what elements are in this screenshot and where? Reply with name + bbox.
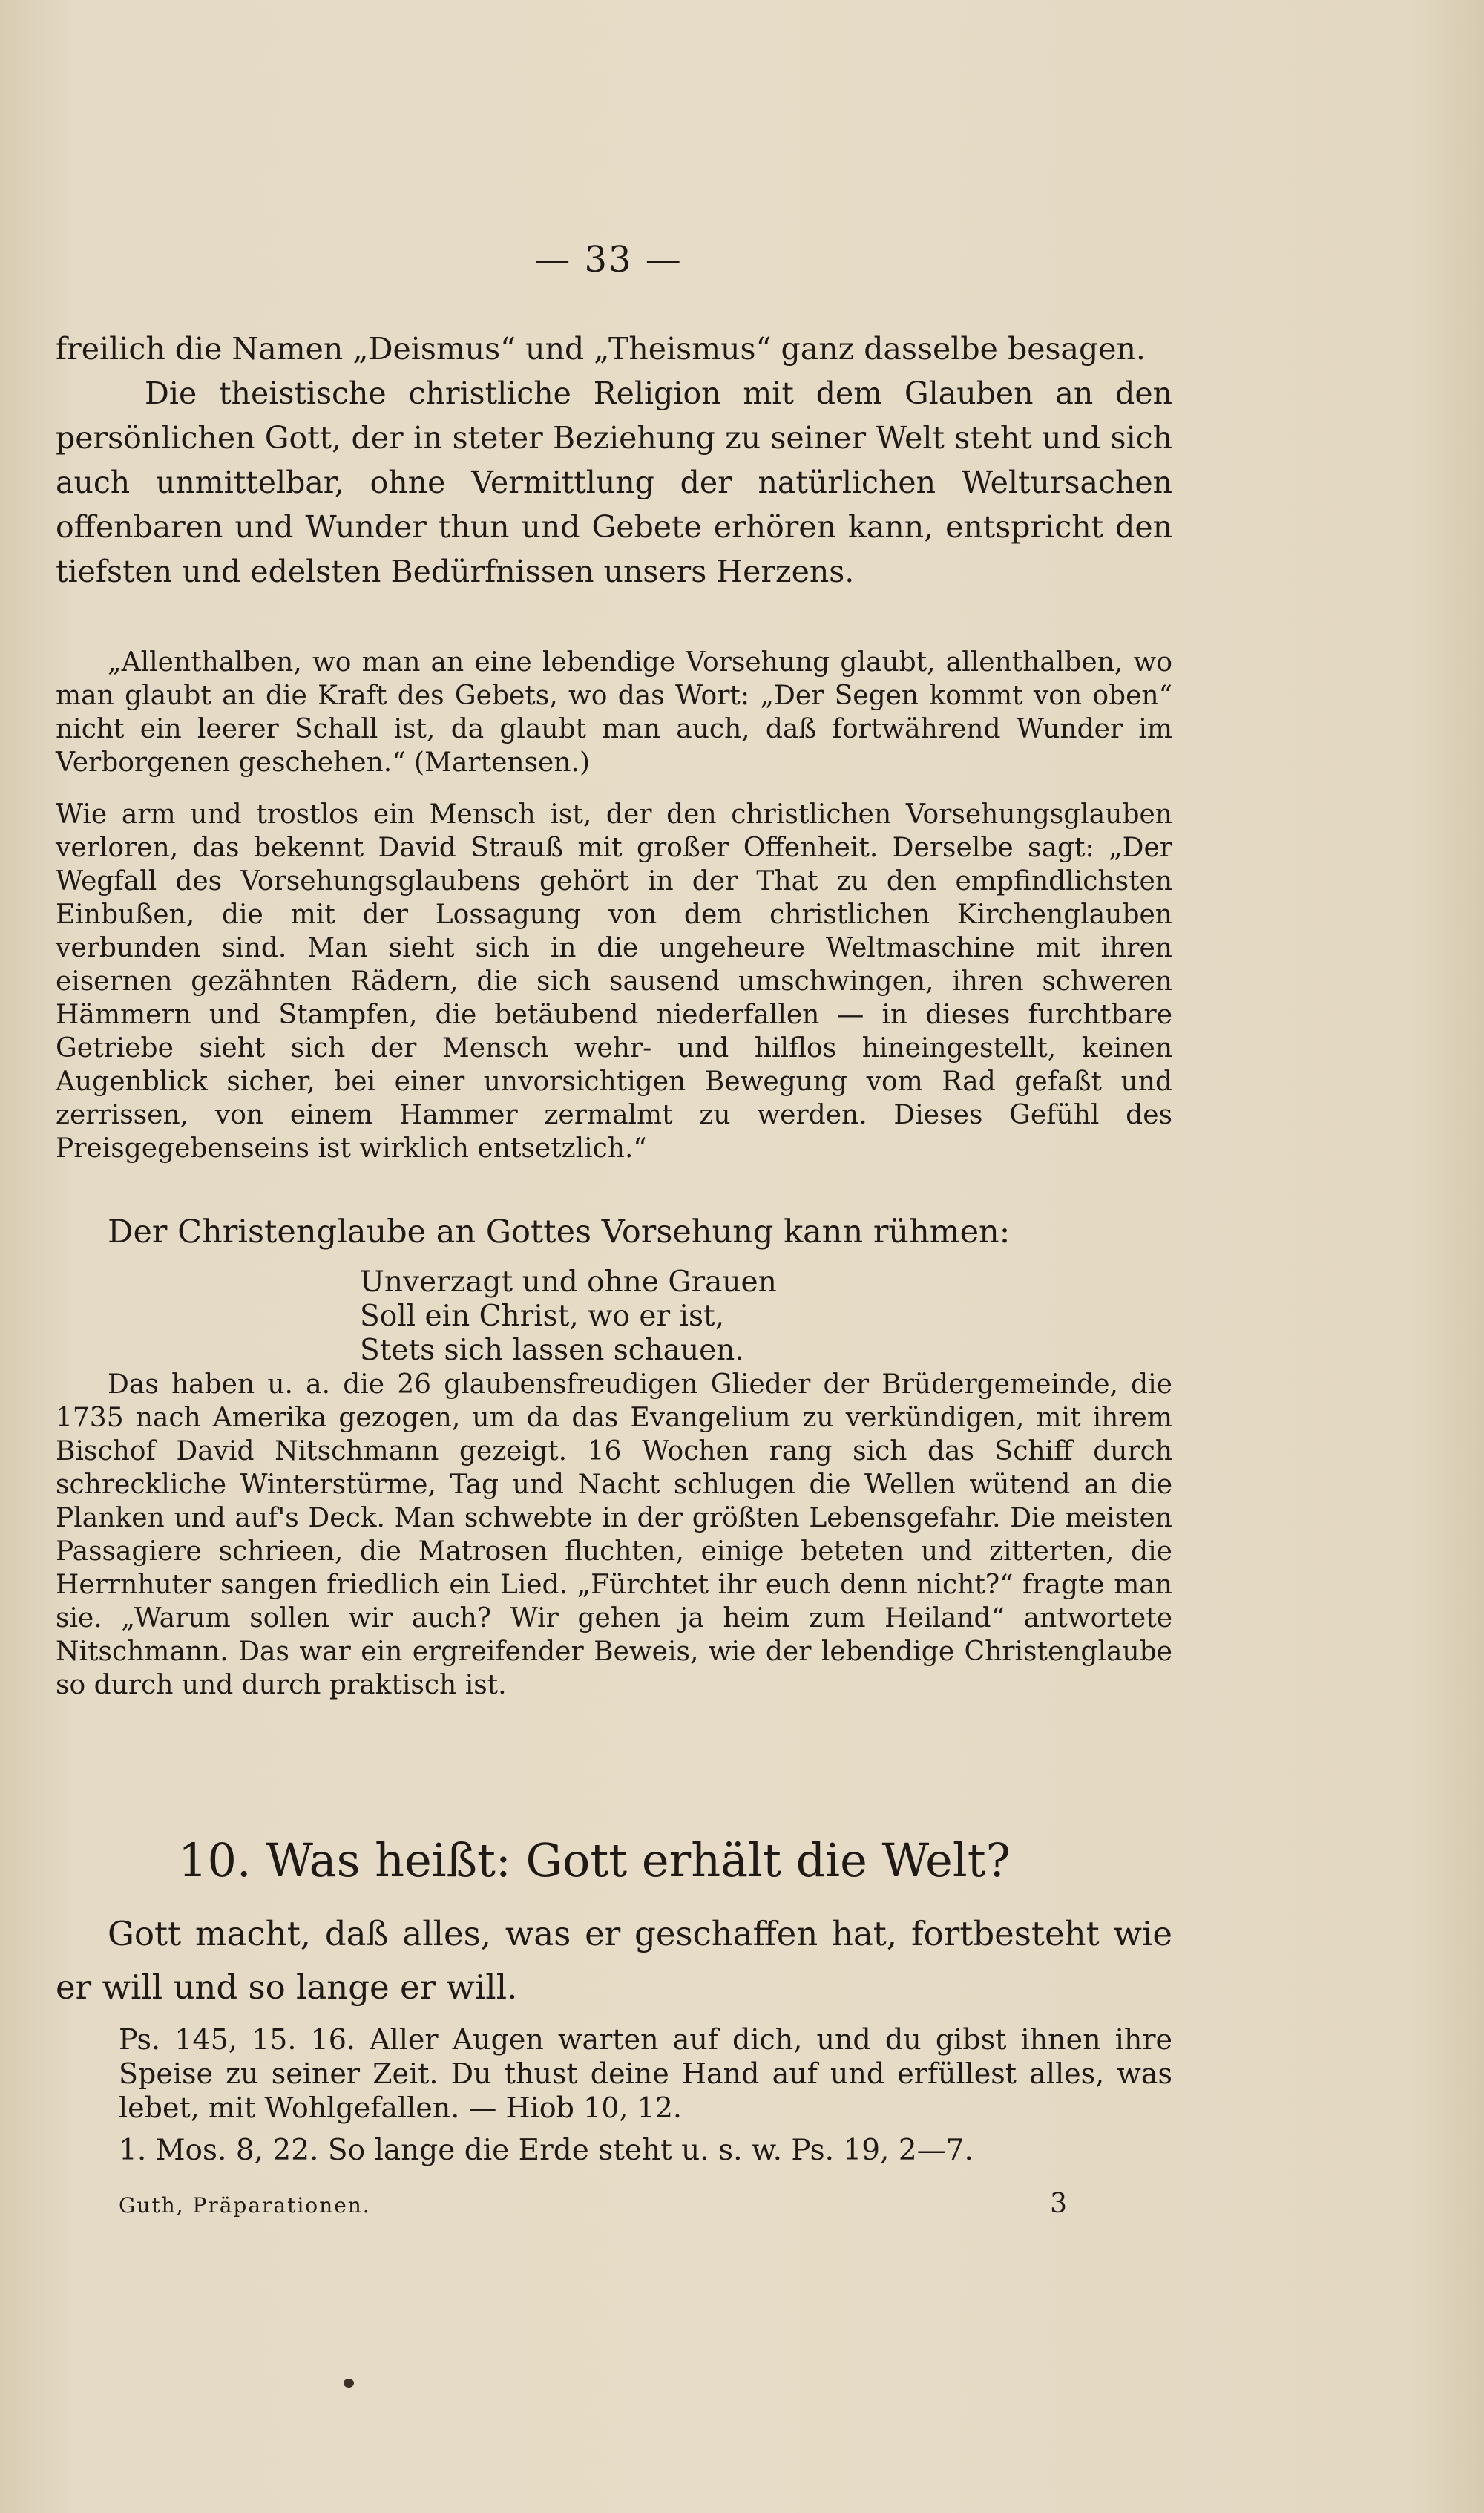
quote-strauss: Wie arm und trostlos ein Mensch ist, der den christlichen Vorsehungsglauben verloren, das bekennt David Strauß mit großer Offenheit. Derselbe sagt: „Der Wegfall des Vorsehungsglaubens gehört in der That zu den empfindlichsten Einbußen, die mit der Lossagung von dem christlichen Kirchenglauben verbunden sind. Man sieht sich in die ungeheure Weltmaschine mit ihren eisernen gezähnten Rädern, die sich sausend umschwingen, ihren schweren Hämmern und Stampfen, die betäubend niederfallen — in dieses furchtbare Getriebe sieht sich der Mensch wehr- und hilflos hineingestellt, keinen Augenblick sicher, bei einer unvorsichtigen Bewegung vom Rad gefaßt und zerrissen, von einem Hammer zermalmt zu werden. Dieses Gefühl des Preisgegebenseins ist wirklich entsetzlich.“ (56, 799, 1172, 1164)
poem-line: Unverzagt und ohne Grauen (360, 1265, 777, 1299)
christenglaube-line: Der Christenglaube an Gottes Vorsehung kann rühmen: (108, 1213, 1011, 1251)
brudergemeinde-block (56, 1368, 1172, 1702)
quote-martensen: „Allenthalben, wo man an eine lebendige Vorsehung glaubt, allenthalben, wo man glaubt an die Kraft des Gebets, wo das Wort: „Der Segen kommt von oben“ nicht ein leerer Schall ist, da glaubt man auch, daß fortwährend Wunder im Verborgenen geschehen.“ (Martensen.) (56, 647, 1172, 778)
footer (119, 2189, 1068, 2219)
footer-source: Guth, Präparationen. (119, 2193, 371, 2218)
quote-strauss-block (56, 798, 1172, 1165)
poem-line: Stets sich lassen schauen. (360, 1334, 744, 1367)
intro-block (56, 327, 1172, 594)
page-number: — 33 — (534, 239, 683, 281)
answer-block (56, 1907, 1172, 2014)
poem (360, 1265, 777, 1368)
christenglaube-line-block (56, 1213, 1172, 1251)
answer-text: Gott macht, daß alles, was er geschaffen hat, fortbesteht wie er will und so lange er will. (56, 1914, 1172, 2007)
signature-number: 3 (1050, 2189, 1068, 2219)
intro-text: freilich die Namen „Deismus“ und „Theismus“ ganz dasselbe besagen. (56, 331, 1146, 367)
poem-line: Soll ein Christ, wo er ist, (360, 1300, 725, 1333)
section-heading: 10. Was heißt: Gott erhält die Welt? (178, 1833, 1011, 1887)
paragraph-brudergemeinde: Das haben u. a. die 26 glaubensfreudigen Glieder der Brüdergemeinde, die 1735 nach Amerika gezogen, um da das Evangelium zu verkündigen, mit ihrem Bischof David Nitschmann gezeigt. 16 Wochen rang sich das Schiff durch schreckliche Winterstürme, Tag und Nacht schlugen die Wellen wütend an die Planken und auf's Deck. Man schwebte in der größten Lebensgefahr. Die meisten Passagiere schrieen, die Matrosen fluchten, einige beteten und zitterten, die Herrnhuter sangen friedlich ein Lied. „Fürchtet ihr euch denn nicht?“ fragte man sie. „Warum sollen wir auch? Wir gehen ja heim zum Heiland“ antwortete Nitschmann. Das war ein ergreifender Beweis, wie der lebendige Christenglaube so durch und durch praktisch ist. (56, 1369, 1172, 1700)
ink-spot (344, 2379, 354, 2388)
scripture-ref-genesis: 1. Mos. 8, 22. So lange die Erde steht u. s. w. Ps. 19, 2—7. (119, 2134, 974, 2167)
scripture-ref-psalm: Ps. 145, 15. 16. Aller Augen warten auf dich, und du gibst ihnen ihre Speise zu seiner Zeit. Du thust deine Hand auf und erfüllest alles, was lebet, mit Wohlgefallen. — Hiob 10, 12. (119, 2023, 1172, 2124)
scripture-references (119, 2022, 1172, 2125)
paragraph-theism: Die theistische christliche Religion mit dem Glauben an den persönlichen Gott, der in steter Beziehung zu seiner Welt steht und sich auch unmittelbar, ohne Vermittlung der natürlichen Weltursachen offenbaren und Wunder thun und Gebete erhören kann, entspricht den tiefsten und edelsten Bedürfnissen unsers Herzens. (56, 376, 1172, 589)
quote-martensen-block (56, 646, 1172, 779)
